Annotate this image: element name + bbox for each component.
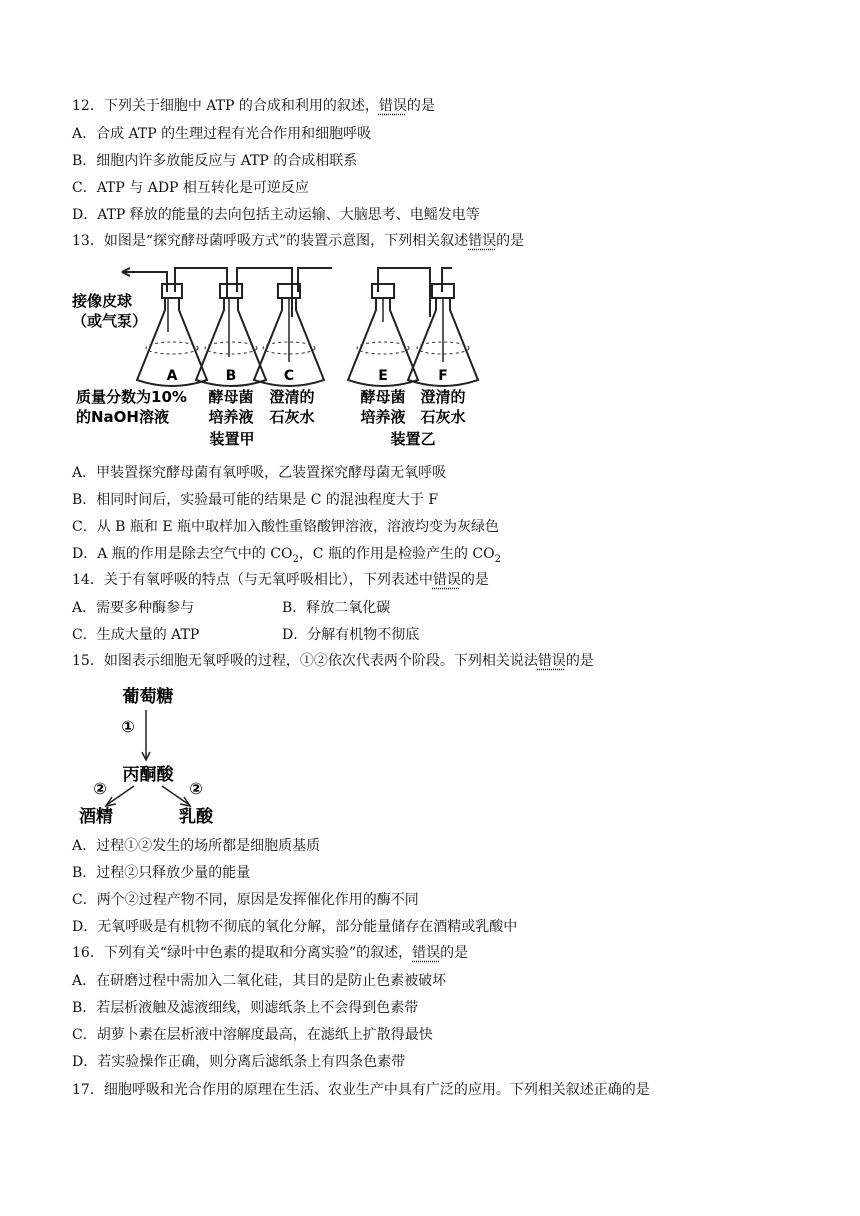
flask-c-label: C: [283, 368, 295, 384]
q15-option-c: C．两个②过程产物不同，原因是发挥催化作用的酶不同: [72, 892, 419, 908]
q13-emphasis: 错误: [468, 233, 497, 249]
q16-option-c: C．胡萝卜素在层析液中溶解度最高，在滤纸上扩散得最快: [72, 1027, 433, 1043]
pump-label-1: 接像皮球: [72, 292, 133, 310]
q15-option-d: D．无氧呼吸是有机物不彻底的氧化分解，部分能量储存在酒精或乳酸中: [72, 919, 518, 935]
q16-stem: 16．下列有关“绿叶中色素的提取和分离实验”的叙述，错误的是: [72, 945, 469, 961]
flask-c-content-2: 石灰水: [269, 408, 315, 426]
flask-c-content-1: 澄清的: [269, 388, 315, 406]
q14-option-b: B．释放二氧化碳: [282, 600, 391, 616]
q14-option-d: D．分解有机物不彻底: [282, 627, 420, 643]
q16-option-b: B．若层析液触及滤液细线，则滤纸条上不会得到色素带: [72, 1000, 419, 1016]
q13-option-d: D．A 瓶的作用是除去空气中的 $CO_2$，C 瓶的作用是检验产生的 $CO_2$: [72, 546, 501, 565]
q12-emphasis: 错误: [378, 98, 407, 114]
apparatus-yi-label: 装置乙: [390, 430, 436, 448]
apparatus-jia-label: 装置甲: [209, 430, 255, 448]
alcohol-label: 酒精: [79, 807, 113, 827]
glucose-label: 葡萄糖: [122, 687, 174, 707]
q15-option-b: B．过程②只释放少量的能量: [72, 865, 251, 881]
q12-option-c: C．ATP 与 ADP 相互转化是可逆反应: [72, 180, 309, 196]
q16-emphasis: 错误: [412, 945, 441, 961]
flask-e-label: E: [378, 368, 388, 384]
flask-a-label: A: [166, 368, 178, 384]
q15-option-a: A．过程①②发生的场所都是细胞质基质: [72, 838, 321, 854]
q12-stem: 12．下列关于细胞中 ATP 的合成和利用的叙述，错误的是: [72, 98, 435, 114]
step-2-left-label: ②: [93, 779, 107, 798]
anaerobic-respiration-figure: [72, 680, 222, 828]
step-1-label: ①: [121, 717, 135, 736]
q15-stem: 15．如图表示细胞无氧呼吸的过程，①②依次代表两个阶段。下列相关说法错误的是: [72, 653, 594, 669]
q17-stem: 17．细胞呼吸和光合作用的原理在生活、农业生产中具有广泛的应用。下列相关叙述正确的是: [72, 1082, 650, 1098]
q12-option-a: A．合成 ATP 的生理过程有光合作用和细胞呼吸: [72, 126, 372, 142]
q16-option-d: D．若实验操作正确，则分离后滤纸条上有四条色素带: [72, 1054, 406, 1070]
q12-option-b: B．细胞内许多放能反应与 ATP 的合成相联系: [72, 153, 358, 169]
yeast-respiration-apparatus-figure: [72, 262, 494, 450]
q14-stem: 14．关于有氧呼吸的特点（与无氧呼吸相比），下列表述中错误的是: [72, 572, 489, 588]
q13-option-c: C．从 B 瓶和 E 瓶中取样加入酸性重铬酸钾溶液，溶液均变为灰绿色: [72, 519, 500, 535]
flask-b-content-2: 培养液: [208, 408, 254, 426]
flask-e-content-1: 酵母菌: [360, 388, 406, 406]
q14-option-c: C．生成大量的 ATP: [72, 627, 200, 643]
flask-f-label: F: [438, 368, 448, 384]
flask-f-content-1: 澄清的: [420, 388, 466, 406]
pyruvate-label: 丙酮酸: [122, 765, 174, 785]
q14-emphasis: 错误: [432, 572, 461, 588]
q12-option-d: D．ATP 释放的能量的去向包括主动运输、大脑思考、电鳐发电等: [72, 207, 480, 223]
flask-e-content-2: 培养液: [360, 408, 406, 426]
flask-a-content-1: 质量分数为10%: [76, 388, 187, 406]
flask-b-content-1: 酵母菌: [208, 388, 254, 406]
flask-f-content-2: 石灰水: [420, 408, 466, 426]
q13-option-b: B．相同时间后，实验最可能的结果是 C 的混浊程度大于 F: [72, 492, 439, 508]
flask-b-label: B: [225, 368, 237, 384]
lactic-acid-label: 乳酸: [179, 807, 213, 827]
q15-emphasis: 错误: [537, 653, 566, 669]
step-2-right-label: ②: [189, 779, 203, 798]
q13-option-a: A．甲装置探究酵母菌有氧呼吸，乙装置探究酵母菌无氧呼吸: [72, 465, 447, 481]
flask-a-content-2: 的NaOH溶液: [76, 408, 169, 426]
q16-option-a: A．在研磨过程中需加入二氧化硅，其目的是防止色素被破坏: [72, 973, 447, 989]
q13-stem: 13．如图是“探究酵母菌呼吸方式”的装置示意图，下列相关叙述错误的是: [72, 233, 525, 249]
q14-option-a: A．需要多种酶参与: [72, 600, 195, 616]
pump-label-2: （或气泵）: [72, 312, 148, 330]
